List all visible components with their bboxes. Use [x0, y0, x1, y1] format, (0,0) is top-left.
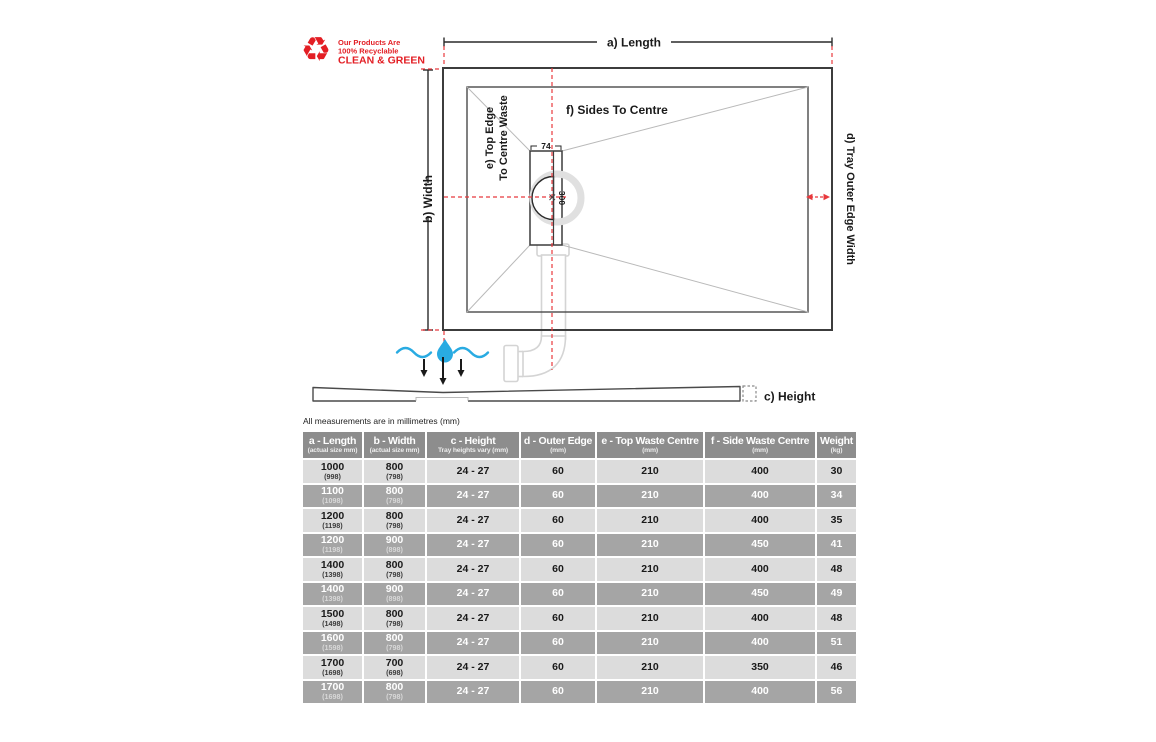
- height-bracket: [743, 386, 756, 401]
- table-row: 1500 (1498) 800 (798) 24 - 27 60 210 400 48: [303, 607, 856, 630]
- logo-line3: CLEAN & GREEN: [338, 54, 425, 67]
- table-row: 1600 (1598) 800 (798) 24 - 27 60 210 400 51: [303, 632, 856, 655]
- height-label: c) Height: [764, 389, 816, 404]
- table-row: 1400 (1398) 800 (798) 24 - 27 60 210 400 48: [303, 558, 856, 581]
- column-header-width: b - Width (actual size mm): [364, 432, 425, 458]
- column-header-side-waste-centre: f - Side Waste Centre (mm): [705, 432, 815, 458]
- tray-outer-edge-width-label: d) Tray Outer Edge Width: [844, 133, 856, 265]
- table-row: 1000 (998) 800 (798) 24 - 27 60 210 400 30: [303, 460, 856, 483]
- column-header-outer-edge: d - Outer Edge (mm): [521, 432, 595, 458]
- table-row: 1200 (1198) 900 (898) 24 - 27 60 210 450 41: [303, 534, 856, 557]
- outer-edge-dimension: [806, 194, 830, 200]
- waste-pipe-icon: [504, 244, 569, 382]
- table-row: 1700 (1698) 800 (798) 24 - 27 60 210 400 56: [303, 681, 856, 704]
- table-row: 1400 (1398) 900 (898) 24 - 27 60 210 450 49: [303, 583, 856, 606]
- measurement-note: All measurements are in millimetres (mm): [303, 416, 460, 426]
- slope-lines: [467, 87, 808, 312]
- table-row: 1100 (1098) 800 (798) 24 - 27 60 210 400 34: [303, 485, 856, 508]
- waste-unit: [530, 151, 581, 245]
- waste-width-value: 74: [541, 141, 551, 151]
- column-header-top-waste-centre: e - Top Waste Centre (mm): [597, 432, 703, 458]
- table-row: 1700 (1698) 700 (698) 24 - 27 60 210 350 46: [303, 656, 856, 679]
- logo-line1: Our Products Are: [338, 38, 401, 47]
- tray-inner-edge: [467, 87, 808, 312]
- table-header-row: [303, 432, 856, 458]
- spec-table: [303, 432, 856, 705]
- column-header-weight: Weight (kg): [817, 432, 856, 458]
- column-header-height: c - Height Tray heights vary (mm): [427, 432, 519, 458]
- flow-arrows-icon: [421, 357, 465, 385]
- table-row: 1200 (1198) 800 (798) 24 - 27 60 210 400 35: [303, 509, 856, 532]
- top-edge-label-line2: To Centre Waste: [498, 95, 510, 181]
- sides-to-centre-label: f) Sides To Centre: [566, 103, 668, 117]
- tray-side-profile: [313, 387, 740, 403]
- length-label: a) Length: [607, 35, 661, 50]
- top-edge-label-line1: e) Top Edge: [484, 106, 496, 170]
- width-label: b) Width: [421, 175, 435, 223]
- water-drop-icon: [437, 339, 453, 363]
- logo-line2: 100% Recyclable: [338, 46, 399, 56]
- dimension-extension-lines: [421, 46, 832, 343]
- clean-green-logo: [301, 31, 425, 69]
- column-header-length: a - Length (actual size mm): [303, 432, 362, 458]
- waste-length-value: 300: [557, 190, 567, 206]
- recycle-icon: ♻: [300, 31, 332, 69]
